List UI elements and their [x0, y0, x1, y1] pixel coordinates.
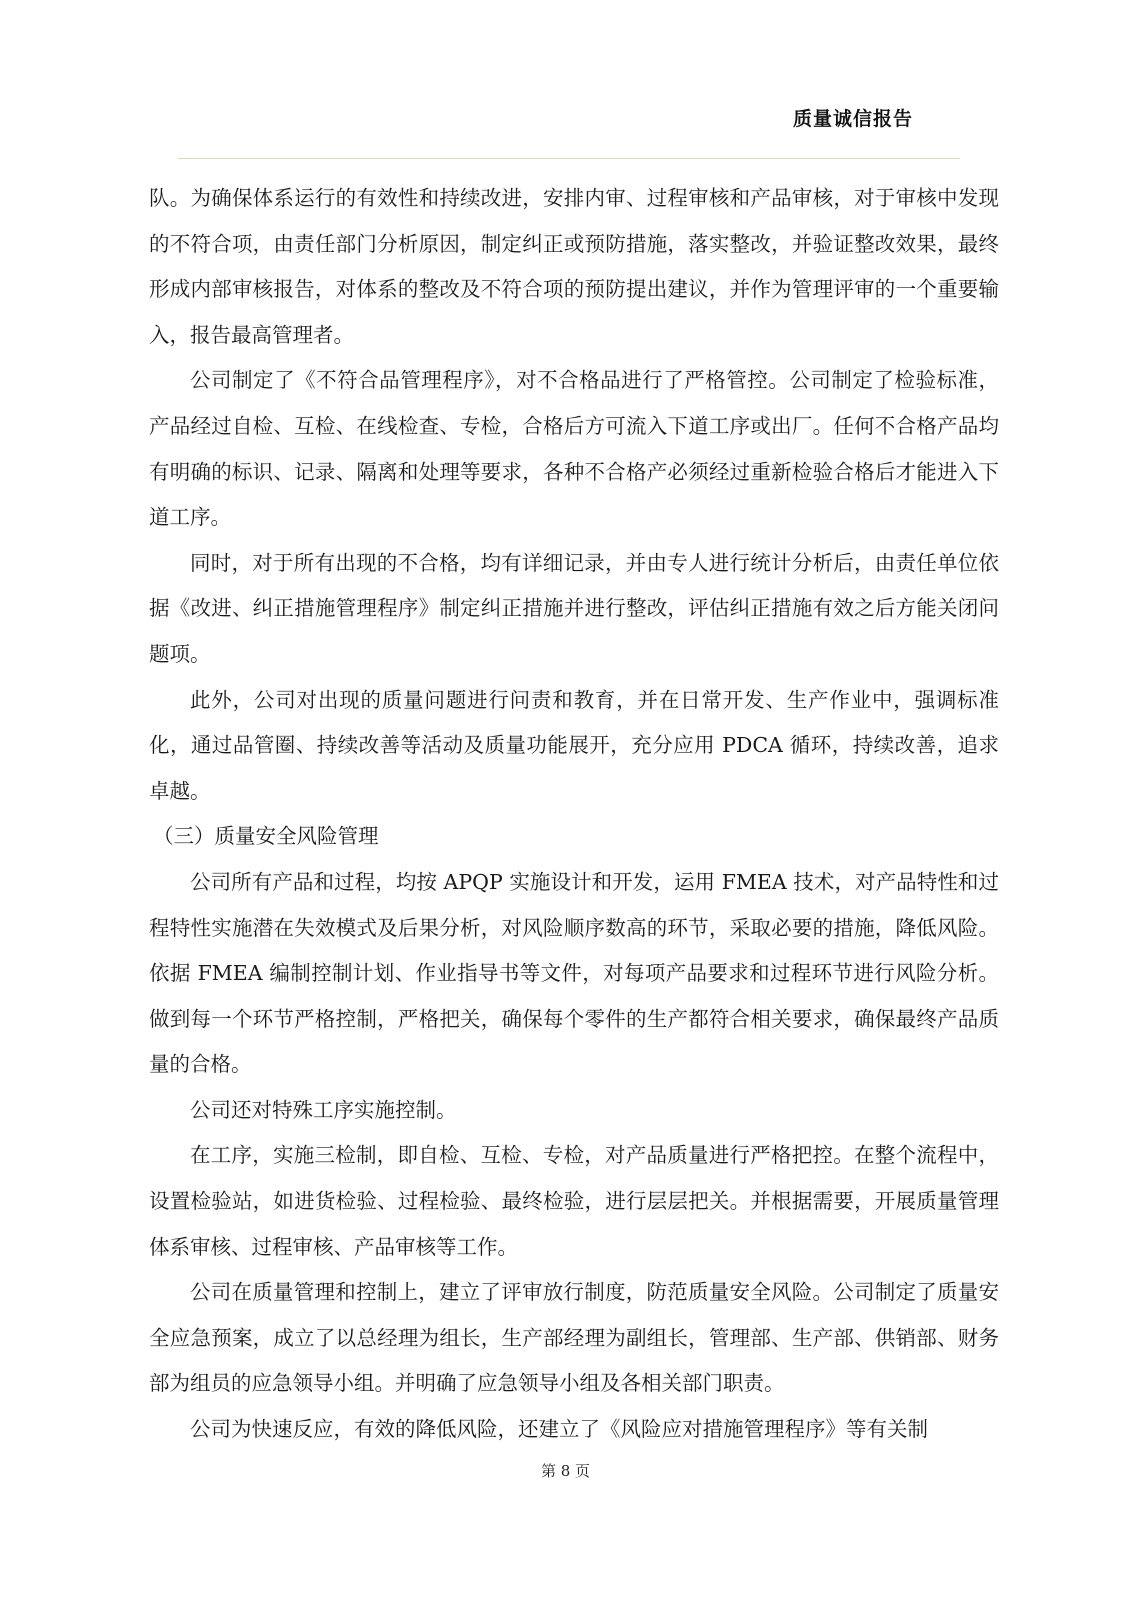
- section-heading: （三）质量安全风险管理: [153, 824, 379, 849]
- header-divider: [178, 158, 960, 159]
- paragraph-risk-procedure: 公司为快速反应，有效的降低风险，还建立了《风险应对措施管理程序》等有关制: [190, 1417, 928, 1442]
- page-number: 第 8 页: [540, 1462, 591, 1480]
- paragraph-accountability: 此外，公司对出现的质量问题进行问责和教育，并在日常开发、生产作业中，强调标准化，通过品管圈、持续改善等活动及质量功能展开，充分应用 PDCA 循环，持续改善，追求卓越。: [149, 687, 999, 803]
- paragraph-corrective-action: 同时，对于所有出现的不合格，均有详细记录，并由专人进行统计分析后，由责任单位依据《改进、纠正措施管理程序》制定纠正措施并进行整改，评估纠正措施有效之后方能关闭问题项。: [149, 550, 999, 666]
- document-body: [149, 176, 999, 1453]
- paragraph-continuation: 队。为确保体系运行的有效性和持续改进，安排内审、过程审核和产品审核，对于审核中发现的不符合项，由责任部门分析原因，制定纠正或预防措施，落实整改，并验证整改效果，最终形成内部审核报告，对体系的整改及不符合项的预防提出建议，并作为管理评审的一个重要输入，报告最高管理者。: [149, 186, 999, 347]
- paragraph-special-process: 公司还对特殊工序实施控制。: [190, 1097, 457, 1122]
- paragraph-three-inspections: 在工序，实施三检制，即自检、互检、专检，对产品质量进行严格把控。在整个流程中，设置检验站，如进货检验、过程检验、最终检验，进行层层把关。并根据需要，开展质量管理体系审核、过程审核、产品审核等工作。: [149, 1143, 999, 1259]
- paragraph-apqp-fmea: 公司所有产品和过程，均按 APQP 实施设计和开发，运用 FMEA 技术，对产品特性和过程特性实施潜在失效模式及后果分析，对风险顺序数高的环节，采取必要的措施，降低风险。依据 FMEA 编制控制计划、作业指导书等文件，对每项产品要求和过程环节进行风险分析。做到每一个环节严格控制，严格把关，确保每个零件的生产都符合相关要求，确保最终产品质量的合格。: [149, 869, 999, 1077]
- paragraph-nonconforming-control: 公司制定了《不符合品管理程序》，对不合格品进行了严格管控。公司制定了检验标准，产品经过自检、互检、在线检查、专检，合格后方可流入下道工序或出厂。任何不合格产品均有明确的标识、记录、隔离和处理等要求，各种不合格产必须经过重新检验合格后才能进入下道工序。: [149, 368, 999, 530]
- header-title: 质量诚信报告: [792, 108, 913, 130]
- paragraph-emergency-plan: 公司在质量管理和控制上，建立了评审放行制度，防范质量安全风险。公司制定了质量安全应急预案，成立了以总经理为组长，生产部经理为副组长，管理部、生产部、供销部、财务部为组员的应急领导小组。并明确了应急领导小组及各相关部门职责。: [149, 1280, 999, 1396]
